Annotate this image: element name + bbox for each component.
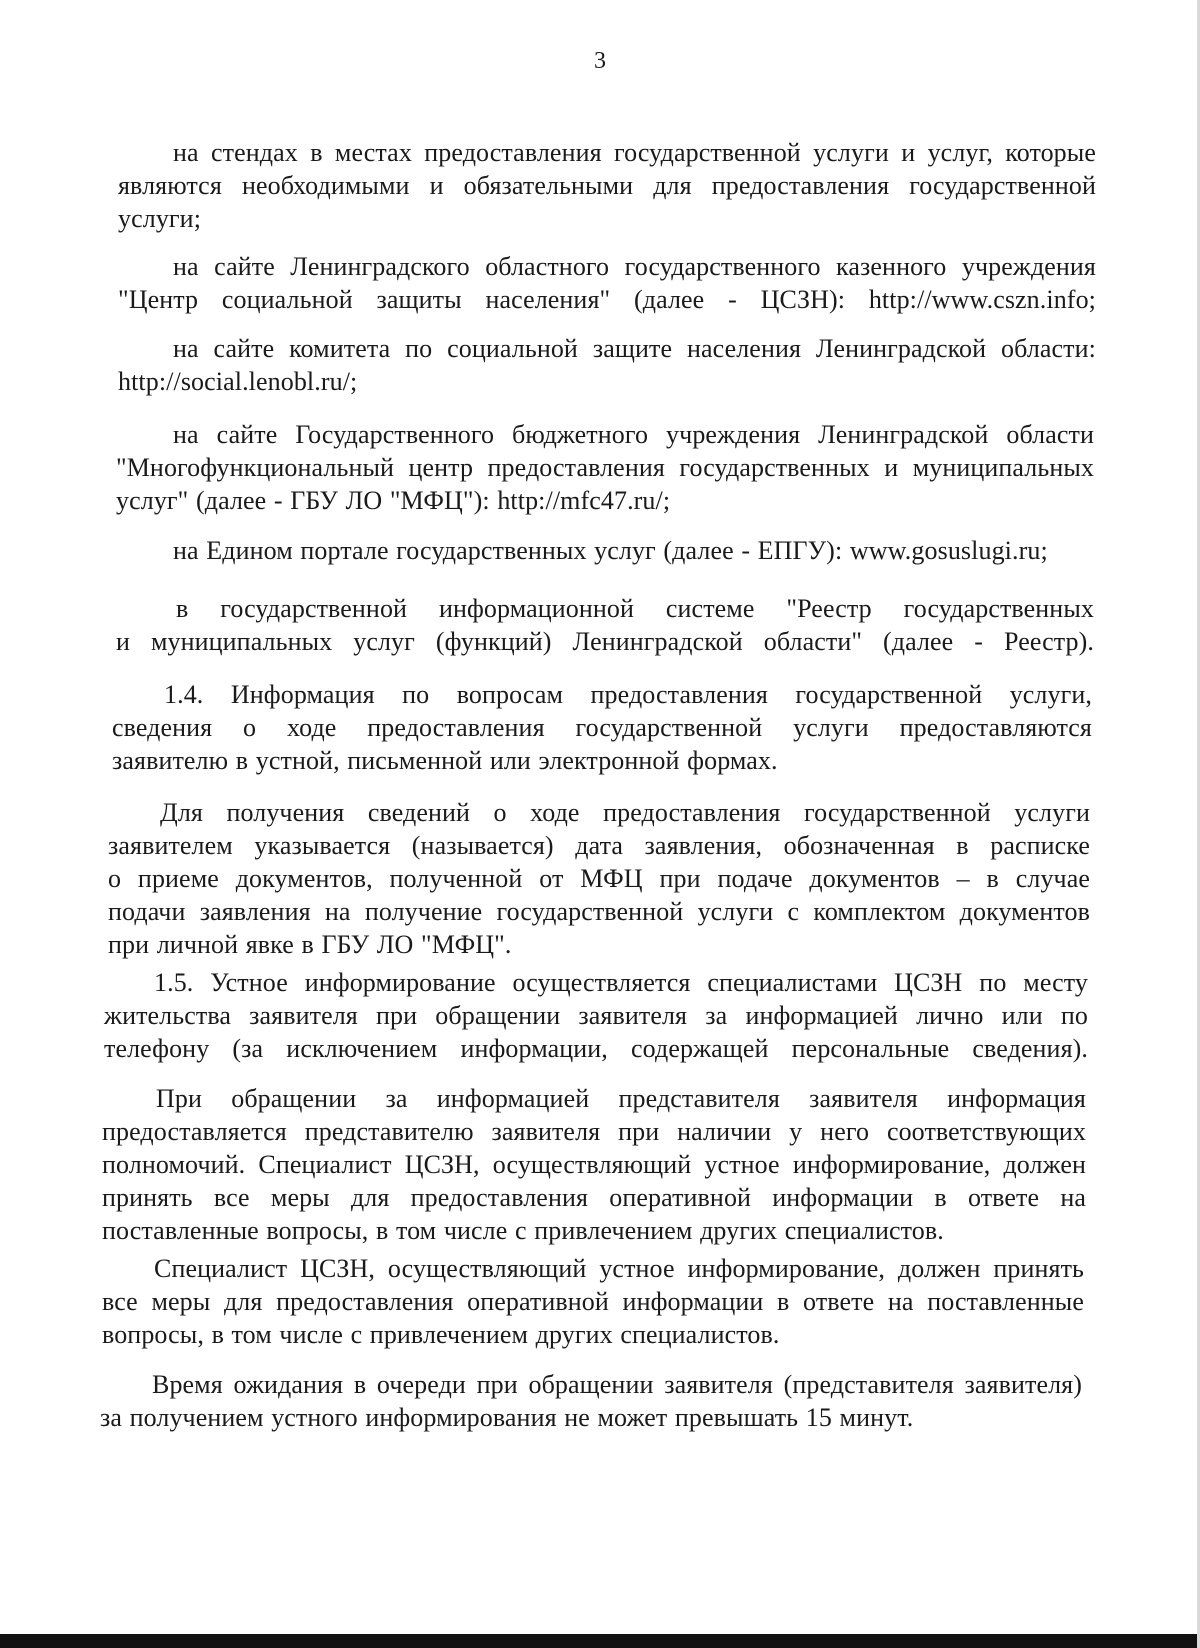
paragraph — [104, 966, 1088, 1065]
text-line: жительства заявителя при обращении заявителя за информацией лично или по — [104, 1001, 1088, 1030]
text-line: 1.5. Устное информирование осуществляется специалистами ЦСЗН по месту — [154, 968, 1088, 997]
text-line: заявителем указывается (называется) дата заявления, обозначенная в расписке — [108, 831, 1090, 860]
text-line: предоставляется представителю заявителя при наличии у него соответствующих — [102, 1117, 1086, 1146]
page-number: 3 — [594, 48, 606, 74]
text-line: подачи заявления на получение государственной услуги с комплектом документов — [108, 897, 1090, 926]
paragraph — [112, 678, 1092, 777]
text-line: 1.4. Информация по вопросам предоставления государственной услуги, — [164, 680, 1092, 709]
text-line: при личной явке в ГБУ ЛО "МФЦ". — [108, 930, 512, 959]
paragraph — [102, 1082, 1086, 1247]
text-line: Для получения сведений о ходе предоставления государственной услуги — [160, 798, 1090, 827]
text-line: Специалист ЦСЗН, осуществляющий устное информирование, должен принять — [154, 1254, 1084, 1283]
text-line: "Многофункциональный центр предоставления государственных и муниципальных — [116, 453, 1094, 482]
text-line: При обращении за информацией представителя заявителя информация — [156, 1084, 1086, 1113]
text-line: полномочий. Специалист ЦСЗН, осуществляющий устное информирование, должен — [102, 1150, 1086, 1179]
text-line: поставленные вопросы, в том числе с привлечением других специалистов. — [102, 1216, 944, 1245]
text-line: в государственной информационной системе "Реестр государственных — [176, 594, 1094, 623]
text-line: заявителю в устной, письменной или электронной формах. — [112, 746, 778, 775]
paragraph — [118, 332, 1096, 398]
text-line: телефону (за исключением информации, содержащей персональные сведения). — [104, 1034, 1088, 1063]
text-line: и муниципальных услуг (функций) Ленинградской области" (далее - Реестр). — [116, 627, 1094, 656]
paragraph — [108, 796, 1090, 961]
text-line: являются необходимыми и обязательными для предоставления государственной — [118, 171, 1096, 200]
text-line: вопросы, в том числе с привлечением других специалистов. — [102, 1320, 780, 1349]
text-line: за получением устного информирования не может превышать 15 минут. — [100, 1403, 914, 1432]
text-line: услуг" (далее - ГБУ ЛО "МФЦ"): http://mfc47.ru/; — [116, 486, 671, 515]
paragraph — [100, 1368, 1082, 1434]
scan-bottom-edge — [0, 1634, 1200, 1648]
text-line: все меры для предоставления оперативной информации в ответе на поставленные — [102, 1287, 1084, 1316]
paragraph — [102, 1252, 1084, 1351]
text-line: услуги; — [118, 204, 202, 233]
text-line: на сайте комитета по социальной защите населения Ленинградской области: — [173, 334, 1096, 363]
text-line: Время ожидания в очереди при обращении заявителя (представителя заявителя) — [152, 1370, 1082, 1399]
paragraph — [118, 534, 1058, 567]
text-line: сведения о ходе предоставления государственной услуги предоставляются — [112, 713, 1092, 742]
paragraph — [116, 418, 1094, 517]
text-line: на Едином портале государственных услуг (далее - ЕПГУ): www.gosuslugi.ru; — [173, 536, 1048, 565]
paragraph — [118, 136, 1096, 235]
text-line: о приеме документов, полученной от МФЦ при подаче документов – в случае — [108, 864, 1090, 893]
text-line: на сайте Ленинградского областного государственного казенного учреждения — [173, 252, 1096, 281]
text-line: http://social.lenobl.ru/; — [118, 367, 358, 396]
text-line: на стендах в местах предоставления государственной услуги и услуг, которые — [173, 138, 1096, 167]
text-line: принять все меры для предоставления оперативной информации в ответе на — [102, 1183, 1086, 1212]
paragraph — [116, 592, 1094, 658]
paragraph — [118, 250, 1096, 316]
text-line: на сайте Государственного бюджетного учреждения Ленинградской области — [173, 420, 1094, 449]
text-line: "Центр социальной защиты населения" (далее - ЦСЗН): http://www.cszn.info; — [118, 285, 1096, 314]
